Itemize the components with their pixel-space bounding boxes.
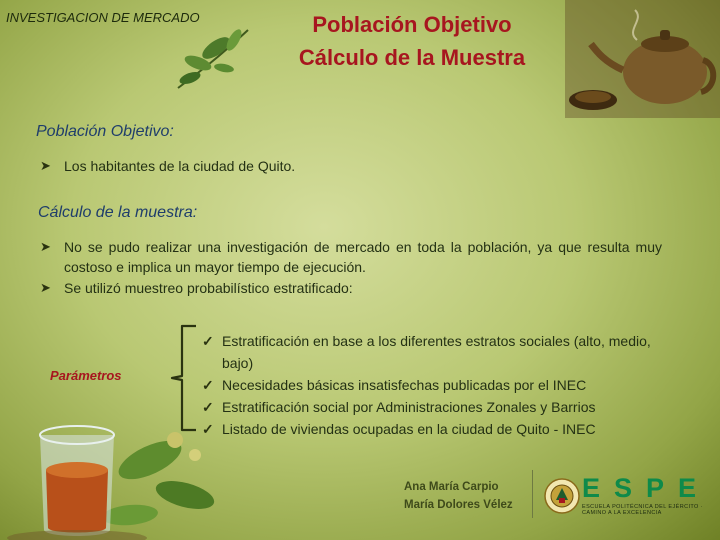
author-names bbox=[404, 478, 513, 514]
course-label: INVESTIGACION DE MERCADO bbox=[6, 10, 200, 25]
logo-letter: P bbox=[646, 473, 665, 503]
arrow-bullet-icon: ➤ bbox=[40, 158, 51, 173]
leaf-sprig-image bbox=[168, 18, 268, 98]
parameter-text: Estratificación social por Administraciones Zonales y Barrios bbox=[222, 399, 596, 415]
arrow-bullet-icon: ➤ bbox=[40, 239, 51, 254]
logo-letter: E bbox=[678, 473, 697, 503]
check-icon: ✓ bbox=[202, 421, 214, 437]
check-icon: ✓ bbox=[202, 399, 214, 415]
population-heading: Población Objetivo: bbox=[36, 123, 174, 140]
espe-logo bbox=[582, 474, 720, 516]
title-line-1: Población Objetivo bbox=[312, 12, 512, 37]
bullet-text: Se utilizó muestreo probabilístico estratificado: bbox=[64, 280, 353, 296]
bracket-graphic bbox=[168, 322, 200, 434]
sample-bullet-1 bbox=[40, 237, 662, 277]
check-icon: ✓ bbox=[202, 377, 214, 393]
university-seal-icon bbox=[544, 478, 580, 514]
check-icon: ✓ bbox=[202, 333, 214, 349]
logo-letter: S bbox=[614, 473, 633, 503]
parameter-item bbox=[202, 374, 672, 396]
logo-subtitle: ESCUELA POLITÉCNICA DEL EJÉRCITO · CAMINO A LA EXCELENCIA bbox=[582, 504, 703, 516]
parameters-list bbox=[202, 330, 672, 440]
footer-divider bbox=[532, 470, 533, 518]
parameters-label: Parámetros bbox=[50, 368, 122, 383]
logo-letter: E bbox=[582, 473, 601, 503]
title-line-2: Cálculo de la Muestra bbox=[298, 45, 526, 70]
parameter-text: Necesidades básicas insatisfechas publicadas por el INEC bbox=[222, 377, 587, 393]
sample-heading: Cálculo de la muestra: bbox=[38, 204, 198, 221]
teapot-image bbox=[565, 0, 720, 118]
page-title bbox=[262, 8, 562, 74]
bullet-text: No se pudo realizar una investigación de mercado en toda la población, ya que resulta muy costoso e implica un mayor tiempo de ejecución. bbox=[64, 239, 662, 275]
logo-letters bbox=[582, 474, 720, 502]
parameter-text: Listado de viviendas ocupadas en la ciudad de Quito - INEC bbox=[222, 421, 596, 437]
parameter-item bbox=[202, 418, 672, 440]
sample-bullet-2 bbox=[40, 278, 662, 298]
parameter-item bbox=[202, 396, 672, 418]
parameter-text: Estratificación en base a los diferentes estratos sociales (alto, medio, bajo) bbox=[222, 333, 651, 371]
parameter-item bbox=[202, 330, 672, 374]
arrow-bullet-icon: ➤ bbox=[40, 280, 51, 295]
bullet-text: Los habitantes de la ciudad de Quito. bbox=[64, 158, 296, 174]
author-name: Ana María Carpio bbox=[404, 481, 499, 493]
population-bullet bbox=[40, 156, 680, 176]
author-name: María Dolores Vélez bbox=[404, 499, 513, 511]
